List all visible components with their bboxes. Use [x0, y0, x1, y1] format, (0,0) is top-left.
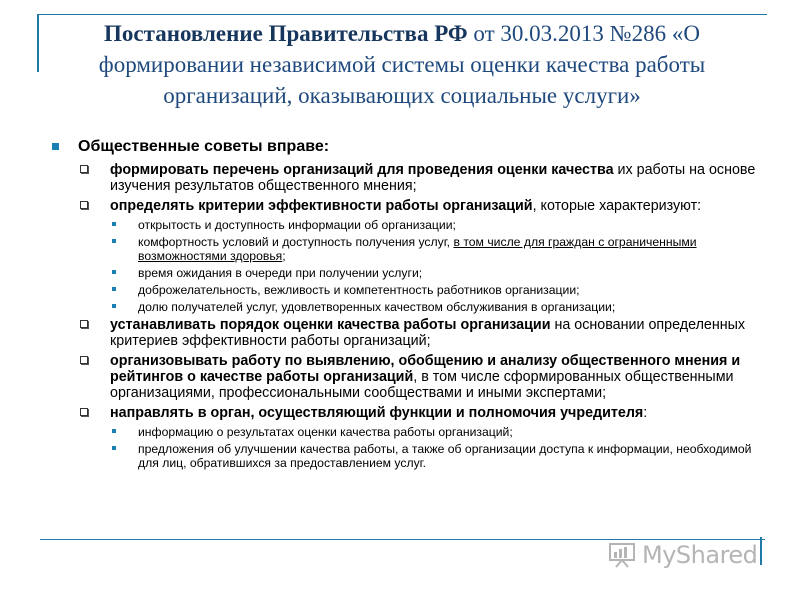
sub-item-text: долю получателей услуг, удовлетворенных качеством обслуживания в организации;	[138, 300, 616, 314]
sub-item-text: комфортность условий и доступность получения услуг,	[138, 235, 454, 249]
item-bold: формировать перечень организаций для проведения оценки качества	[110, 162, 614, 178]
list-item	[48, 353, 770, 401]
item-rest: :	[643, 405, 648, 421]
slide-content	[48, 137, 770, 473]
sub-item-text: информацию о результатах оценки качества работы организаций;	[138, 425, 513, 439]
sub-list-item	[48, 425, 770, 439]
presentation-board-icon	[608, 542, 636, 568]
frame-left-line	[37, 14, 39, 72]
sub-list-item	[48, 283, 770, 297]
checkbox-bullet-icon	[80, 408, 88, 416]
item-rest: , которые характеризуют:	[532, 198, 702, 214]
slide-title	[42, 18, 762, 111]
square-bullet-icon	[112, 287, 116, 291]
checkbox-bullet-icon	[80, 165, 88, 173]
item-bold: устанавливать порядок оценки качества работы организации	[110, 317, 551, 333]
square-bullet-icon	[112, 304, 116, 308]
item-rest: , в том числе сформированных общественными организациями, профессиональными сообществами и иными экспертами;	[110, 369, 734, 401]
square-bullet-icon	[112, 270, 116, 274]
item-rest: на основании определенных критериев эффективности работы организаций;	[110, 317, 746, 349]
item-bold: определять критерии эффективности работы организаций	[110, 198, 533, 214]
square-bullet-icon	[112, 222, 116, 226]
title-rest: от 30.03.2013 №286 «О формировании независимой системы оценки качества работы организаций, оказывающих социальные услуги»	[98, 21, 706, 108]
list-item	[48, 162, 770, 194]
sub-list-item	[48, 218, 770, 232]
sub-item-text: время ожидания в очереди при получении услуги;	[138, 266, 423, 280]
sub-item-text: предложения об улучшении качества работы, а также об организации доступа к информации, необходимой для лиц, обратившихся за предоставлением услуг.	[138, 442, 752, 470]
checkbox-bullet-icon	[80, 201, 88, 209]
sub-list-item	[48, 235, 770, 263]
sub-list-item	[48, 300, 770, 314]
item-rest: их работы на основе изучения результатов общественного мнения;	[110, 162, 756, 194]
square-bullet-icon	[112, 239, 116, 243]
square-bullet-icon	[52, 143, 59, 150]
title-bold: Постановление Правительства РФ	[104, 21, 468, 46]
watermark-text: MyShared	[642, 541, 758, 569]
list-item	[48, 317, 770, 349]
watermark-logo	[608, 540, 757, 570]
sub-item-text: открытость и доступность информации об организации;	[138, 218, 456, 232]
sub-item-text: доброжелательность, вежливость и компетентность работников организации;	[138, 283, 580, 297]
sub-list-item	[48, 266, 770, 280]
sub-item-end: ;	[282, 249, 286, 263]
frame-top-line	[37, 14, 767, 15]
sub-list-item	[48, 442, 770, 470]
list-item	[48, 198, 770, 214]
lead-text: Общественные советы вправе:	[78, 138, 330, 155]
list-item	[48, 405, 770, 421]
square-bullet-icon	[112, 429, 116, 433]
lead-item	[48, 137, 770, 156]
item-bold: организовывать работу по выявлению, обобщению и анализу общественного мнения и рейтингов о качестве работы организаций	[110, 353, 741, 385]
checkbox-bullet-icon	[80, 356, 88, 364]
sub-item-underlined: в том числе для граждан с ограниченными возможностями здоровья	[138, 235, 697, 263]
frame-right-tick	[760, 537, 762, 565]
item-bold: направлять в орган, осуществляющий функции и полномочия учредителя	[110, 405, 644, 421]
checkbox-bullet-icon	[80, 320, 88, 328]
square-bullet-icon	[112, 446, 116, 450]
